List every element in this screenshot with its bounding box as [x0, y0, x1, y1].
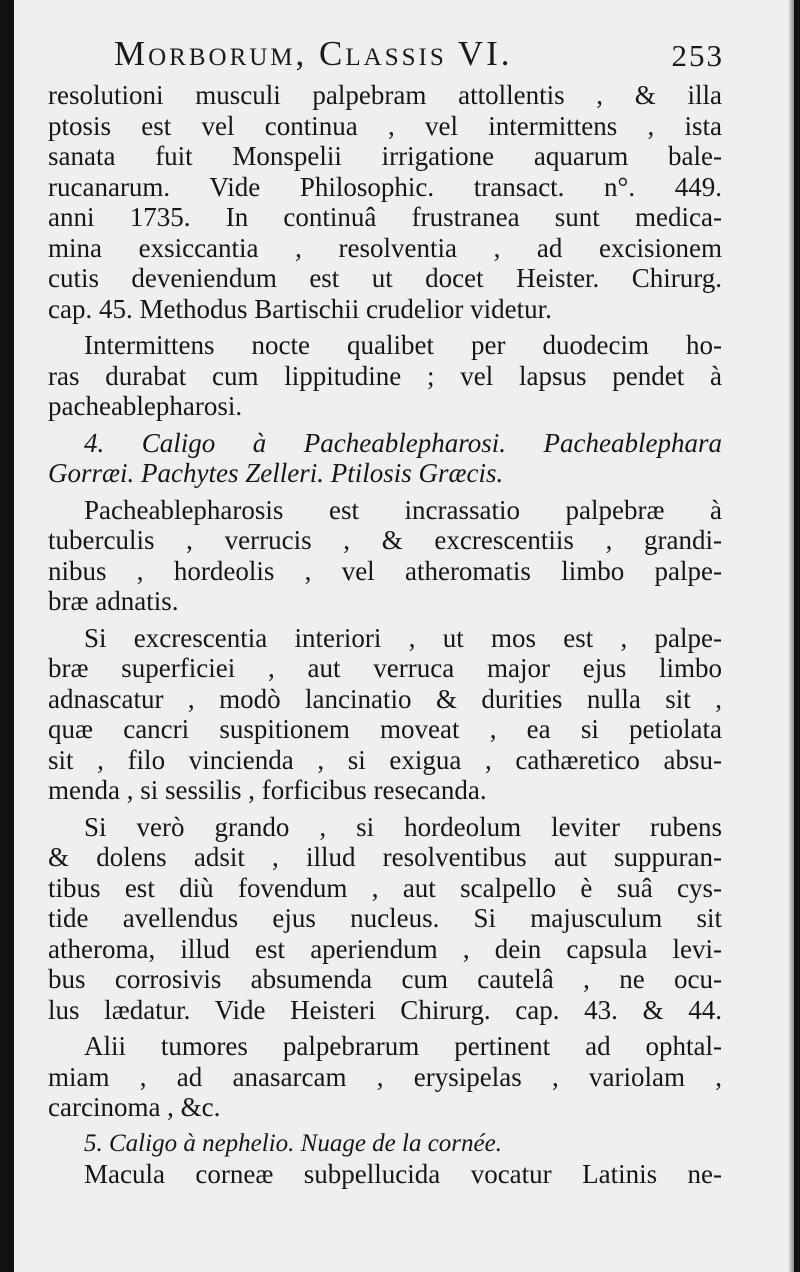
- paragraph-start: Alii tumores palpebrarum pertinent ad ophtal-: [84, 1031, 722, 1061]
- synonyms-line: Gorræi. Pachytes Zelleri. Ptilosis Græcis.: [48, 458, 504, 488]
- text-line: rucanarum. Vide Philosophic. transact. n°. 449.: [48, 171, 722, 202]
- text-line: nibus , hordeolis , vel atheromatis limbo palpe-: [48, 555, 722, 586]
- text-line: quæ cancri suspitionem moveat , ea si petiolata: [48, 714, 722, 744]
- paragraph-start: Intermittens nocte qualibet per duodecim ho-: [84, 330, 722, 360]
- book-page: [14, 0, 794, 1272]
- body-text: [48, 80, 722, 1190]
- text-line: sit , filo vincienda , si exigua , cathæretico absu-: [48, 744, 722, 775]
- section-heading: 5. Caligo à nephelio. Nuage de la cornée.: [84, 1129, 502, 1157]
- page-number: 253: [671, 38, 724, 73]
- text-line: tide avellendus ejus nucleus. Si majusculum sit: [48, 903, 722, 933]
- text-line: ptosis est vel continua , vel intermittens , ista: [48, 110, 722, 141]
- text-line: ras durabat cum lippitudine ; vel lapsus pendet à: [48, 360, 722, 391]
- text-line: bus corrosivis absumenda cum cautelâ , ne ocu-: [48, 964, 722, 994]
- text-line: atheroma, illud est aperiendum , dein capsula levi-: [48, 933, 722, 964]
- text-line: lus lædatur. Vide Heisteri Chirurg. cap. 43. & 44.: [48, 994, 722, 1025]
- paragraph-start: Pacheablepharosis est incrassatio palpebræ à: [84, 494, 722, 525]
- running-header: [114, 34, 724, 84]
- scan-edge: [788, 0, 794, 1272]
- text-line: bræ superficiei , aut verruca major ejus limbo: [48, 653, 722, 683]
- text-line: anni 1735. In continuâ frustranea sunt medica-: [48, 202, 722, 232]
- text-line: cap. 45. Methodus Bartischii crudelior videtur.: [48, 293, 552, 324]
- text-line: resolutioni musculi palpebram attollentis , & illa: [48, 80, 722, 110]
- running-title: Morborum, Classis VI.: [114, 34, 513, 73]
- text-line: menda , si sessilis , forficibus resecanda.: [48, 775, 487, 805]
- text-line: sanata fuit Monspelii irrigatione aquarum bale-: [48, 141, 722, 171]
- text-line: cutis deveniendum est ut docet Heister. Chirurg.: [48, 263, 722, 293]
- text-line: tuberculis , verrucis , & excrescentiis , grandi-: [48, 525, 722, 555]
- text-line: mina exsiccantia , resolventia , ad excisionem: [48, 232, 722, 263]
- paragraph-start: Si excrescentia interiori , ut mos est , palpe-: [84, 622, 722, 653]
- text-line: bræ adnatis.: [48, 586, 179, 616]
- paragraph-start: Si verò grando , si hordeolum leviter rubens: [84, 811, 722, 842]
- paragraph-start: Macula corneæ subpellucida vocatur Latinis ne-: [84, 1159, 722, 1189]
- text-line: pacheablepharosi.: [48, 391, 243, 421]
- text-line: adnascatur , modò lancinatio & durities nulla sit ,: [48, 683, 722, 714]
- text-line: miam , ad anasarcam , erysipelas , variolam ,: [48, 1061, 722, 1092]
- text-line: tibus est diù fovendum , aut scalpello è suâ cys-: [48, 872, 722, 903]
- text-line: carcinoma , &c.: [48, 1092, 221, 1122]
- section-heading: 4. Caligo à Pacheablepharosi. Pacheablephara: [84, 427, 722, 458]
- text-line: & dolens adsit , illud resolventibus aut suppuran-: [48, 842, 722, 872]
